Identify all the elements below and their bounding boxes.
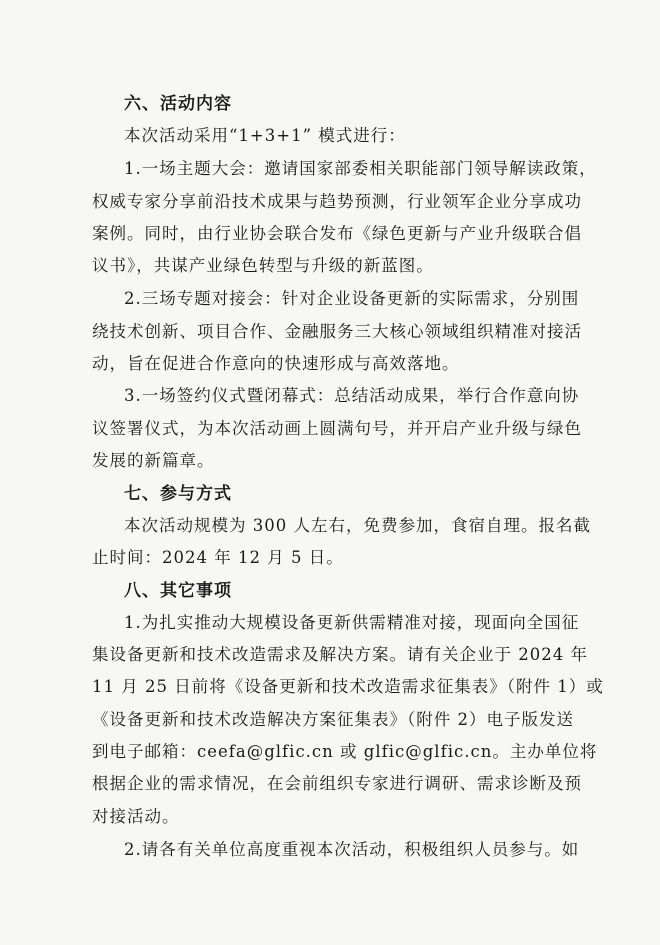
paragraph-line: 《设备更新和技术改造解决方案征集表》（附件 2）电子版发送 (92, 710, 574, 729)
paragraph-line: 动，旨在促进合作意向的快速形成与高效落地。 (92, 354, 460, 373)
paragraph-line: 11 月 25 日前将《设备更新和技术改造需求征集表》（附件 1）或 (92, 677, 604, 696)
paragraph-line: 发展的新篇章。 (92, 451, 215, 470)
paragraph-line: 1.一场主题大会：邀请国家部委相关职能部门领导解读政策， (124, 159, 597, 178)
paragraph-line: 权威专家分享前沿技术成果与趋势预测，行业领军企业分享成功 (92, 192, 582, 211)
paragraph-line: 根据企业的需求情况，在会前组织专家进行调研、需求诊断及预 (92, 774, 582, 793)
paragraph-line: 2.三场专题对接会：针对企业设备更新的实际需求，分别围 (124, 289, 580, 308)
paragraph-line: 到电子邮箱：ceefa@glfic.cn 或 glfic@glfic.cn。主办单位将 (92, 742, 598, 761)
paragraph-line: 2.请各有关单位高度重视本次活动，积极组织人员参与。如 (124, 840, 580, 859)
paragraph-line: 3.一场签约仪式暨闭幕式：总结活动成果，举行合作意向协 (124, 386, 580, 405)
section-heading-other-matters: 八、其它事项 (124, 581, 232, 601)
paragraph-line: 绕技术创新、项目合作、金融服务三大核心领域组织精准对接活 (92, 322, 582, 341)
paragraph-line: 议签署仪式，为本次活动画上圆满句号，并开启产业升级与绿色 (92, 419, 582, 438)
paragraph-line: 止时间：2024 年 12 月 5 日。 (92, 548, 344, 567)
paragraph-line: 集设备更新和技术改造需求及解决方案。请有关企业于 2024 年 (92, 645, 588, 664)
paragraph-line: 案例。同时，由行业协会联合发布《绿色更新与产业升级联合倡 (92, 224, 582, 243)
paragraph-line: 1.为扎实推动大规模设备更新供需精准对接，现面向全国征 (124, 613, 580, 632)
paragraph-line: 议书》，共谋产业绿色转型与升级的新蓝图。 (92, 256, 434, 275)
section-heading-activity-content: 六、活动内容 (124, 94, 232, 114)
paragraph-line: 本次活动规模为 300 人左右，免费参加，食宿自理。报名截 (124, 516, 591, 535)
paragraph-line: 本次活动采用“1+3+1” 模式进行： (124, 126, 406, 145)
paragraph-line: 对接活动。 (92, 807, 180, 826)
section-heading-participation: 七、参与方式 (124, 484, 232, 504)
